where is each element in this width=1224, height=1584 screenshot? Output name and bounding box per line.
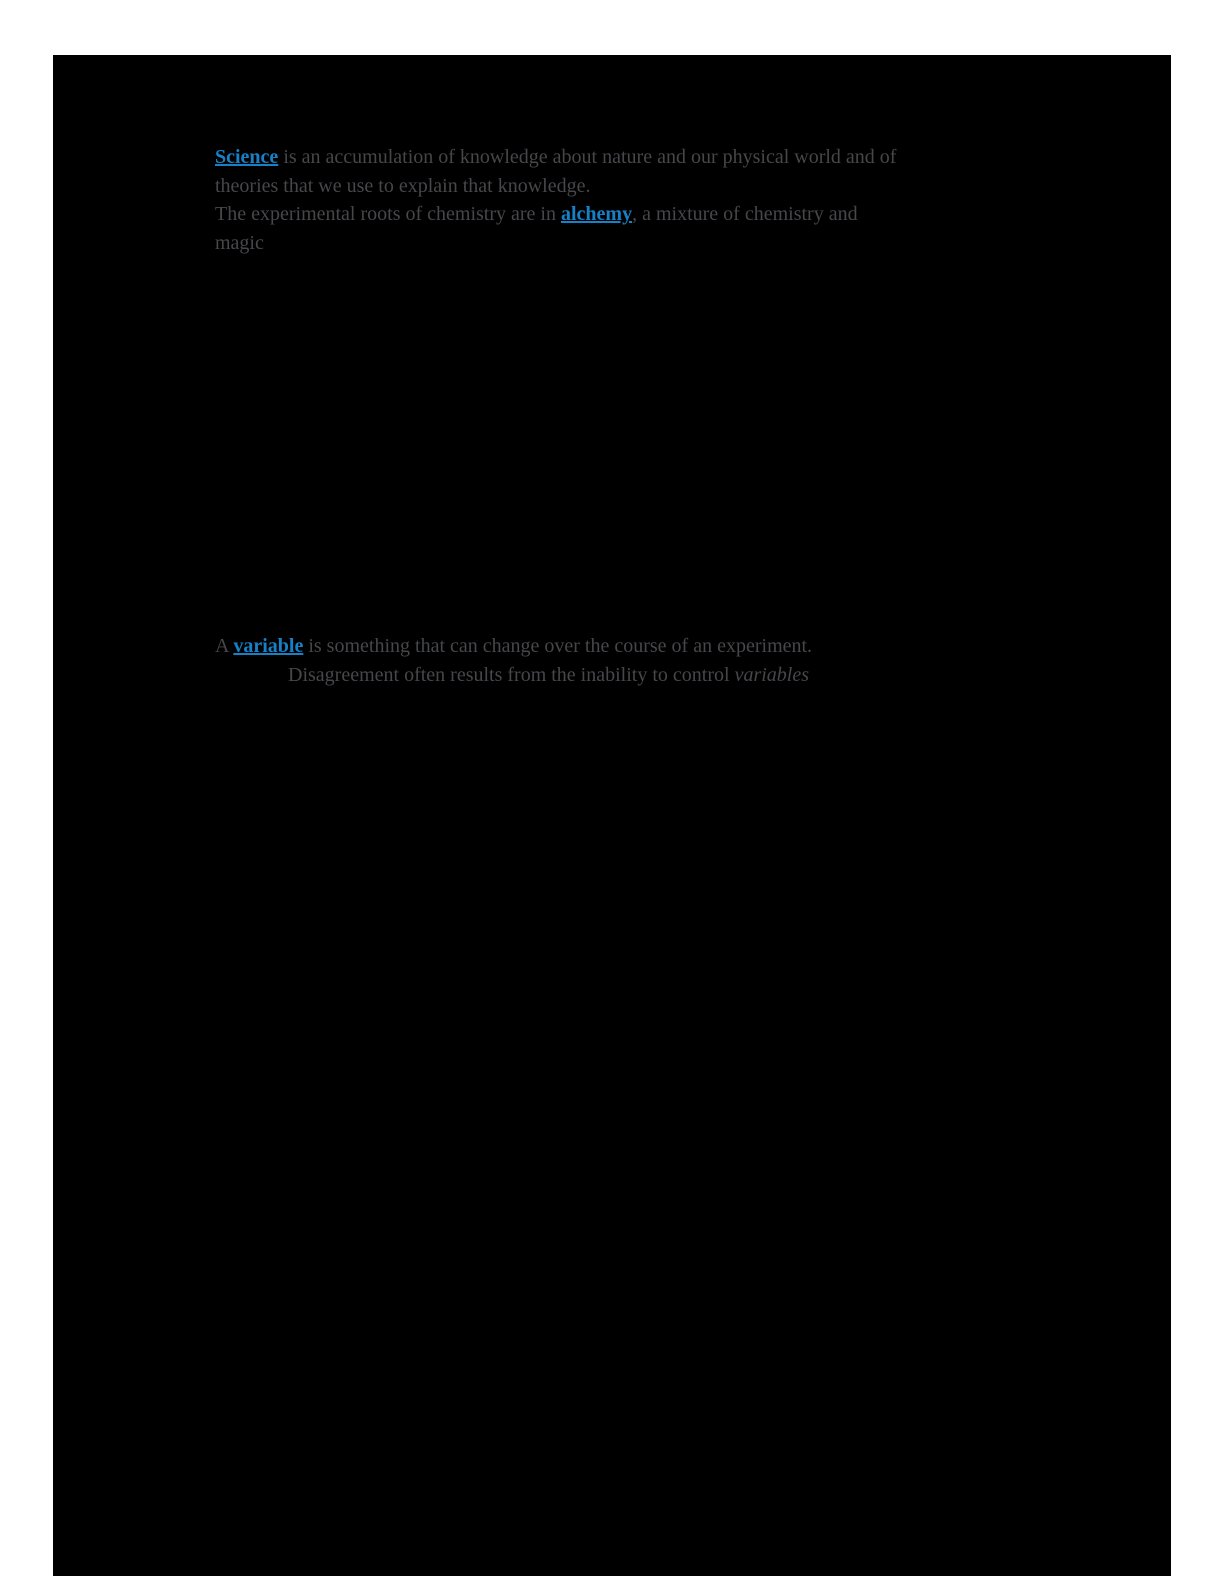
text-line	[215, 143, 1135, 172]
alchemy-link[interactable]: alchemy	[561, 203, 633, 226]
text-run: , a mixture of chemistry and	[632, 203, 858, 226]
text-line	[215, 172, 1135, 201]
science-link[interactable]: Science	[215, 146, 279, 168]
text-run: magic	[215, 231, 264, 254]
science-alchemy-paragraph	[215, 143, 1135, 257]
text-run: theories that we use to explain that knowledge.	[215, 174, 591, 197]
text-run: is an accumulation of knowledge about nature and our physical world and of	[278, 146, 897, 168]
text-line	[215, 661, 1135, 690]
text-line	[215, 200, 1135, 229]
variable-paragraph	[215, 632, 1135, 689]
text-run: A	[215, 635, 234, 657]
text-line	[215, 229, 1135, 258]
document-page	[53, 55, 1171, 1576]
text-run: is something that can change over the course of an experiment.	[303, 635, 813, 657]
variable-link[interactable]: variable	[233, 635, 304, 657]
text-line	[215, 632, 1135, 661]
text-run: The experimental roots of chemistry are in	[215, 203, 561, 226]
text-run: Disagreement often results from the inability to control	[288, 663, 735, 686]
text-run: variables	[734, 663, 809, 686]
